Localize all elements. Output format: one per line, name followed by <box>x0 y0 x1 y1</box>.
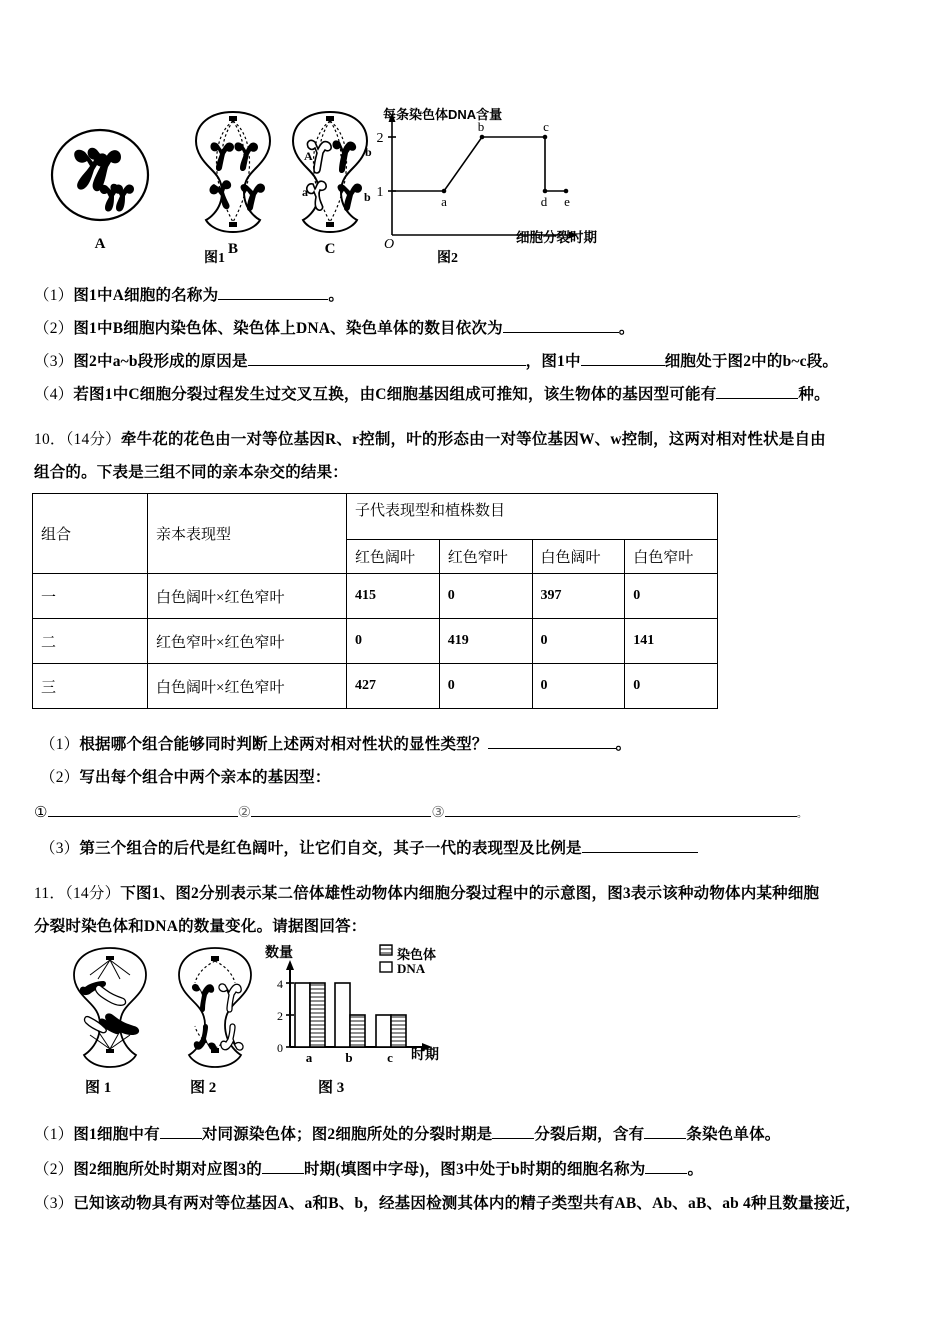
figure2-caption: 图2 <box>437 251 458 266</box>
q9-item-1-no: （1） <box>34 287 74 304</box>
row3-combo: 三 <box>33 664 148 709</box>
th-red-broad: 红色阔叶 <box>347 540 440 574</box>
cell-diagram-a <box>45 120 155 252</box>
q9-item-1 <box>34 285 344 306</box>
row3-v4: 0 <box>625 664 718 709</box>
svg-text:c: c <box>543 119 549 134</box>
row2-parent: 红色窄叶×红色窄叶 <box>148 619 347 664</box>
q11-stem-line1 <box>34 884 819 904</box>
row2-v4: 141 <box>625 619 718 664</box>
q11-item-1 <box>34 1124 780 1145</box>
q11-item-1-no: （1） <box>34 1126 74 1143</box>
cell-c-mark-a: a <box>302 185 308 199</box>
row1-v4: 0 <box>625 574 718 619</box>
svg-text:c: c <box>387 1050 393 1065</box>
row3-parent: 白色阔叶×红色窄叶 <box>148 664 347 709</box>
bar-chart-ylabel: 数量 <box>265 944 293 960</box>
table-row <box>33 574 718 619</box>
figure-caption-2: 图 2 <box>190 1080 217 1096</box>
cell-c-mark-b1: b <box>365 145 372 159</box>
q11-item-1-text-b: 对同源染色体；图2细胞所处的分裂时期是 <box>201 1126 493 1143</box>
svg-text:b: b <box>477 119 485 134</box>
q10-item-2-no: （2） <box>40 769 80 786</box>
svg-text:2: 2 <box>376 131 384 146</box>
th-offspring-group: 子代表现型和植株数目 <box>347 494 718 540</box>
q10-stem-text1: 牵牛花的花色由一对等位基因R、r控制，叶的形态由一对等位基因W、w控制，这两对相对性状是自由 <box>120 431 826 448</box>
row3-v2: 0 <box>439 664 532 709</box>
q11-item-2-text-c: 。 <box>687 1161 704 1178</box>
table-row <box>33 619 718 664</box>
figure-caption-1: 图 1 <box>85 1080 112 1096</box>
th-white-broad: 白色阔叶 <box>532 540 625 574</box>
q9-item-1-text: 图1中A细胞的名称为 <box>73 287 219 304</box>
svg-text:C: C <box>324 241 336 257</box>
row1-v2: 0 <box>439 574 532 619</box>
meiosis-cell-figure-2 <box>163 945 268 1070</box>
q11-number: 11． <box>34 885 66 902</box>
row3-v3: 0 <box>532 664 625 709</box>
svg-text:b: b <box>345 1050 353 1065</box>
circled-2: ② <box>237 805 252 821</box>
q10-item-1-period: 。 <box>615 736 632 753</box>
q10-item-1-blank[interactable] <box>488 734 616 749</box>
row2-v1: 0 <box>347 619 440 664</box>
q9-item-4 <box>34 384 830 405</box>
svg-text:a: a <box>441 194 447 209</box>
th-parent-phenotype: 亲本表现型 <box>148 494 347 574</box>
row2-v2: 419 <box>439 619 532 664</box>
q9-item-3-text-a: 图2中a~b段形成的原因是 <box>73 353 248 370</box>
row1-v1: 415 <box>347 574 440 619</box>
svg-text:A: A <box>94 236 106 252</box>
q10-number: 10． <box>34 431 66 448</box>
q11-item-1-blank-2[interactable] <box>492 1124 534 1139</box>
q11-item-2-text-b: 时期(填图中字母)，图3中处于b时期的细胞名称为 <box>303 1161 646 1178</box>
q11-stem-text1: 下图1、图2分别表示某二倍体雄性动物体内细胞分裂过程中的示意图，图3表示该种动物体内某种细胞 <box>120 885 820 902</box>
q9-item-3-text-b: ，图1中 <box>525 353 581 370</box>
q11-stem-text2: 分裂时染色体和DNA的数量变化。请据图回答： <box>34 918 367 935</box>
q10-item-3-blank[interactable] <box>582 838 698 853</box>
q9-item-4-text-a: 若图1中C细胞分裂过程发生过交叉互换，由C细胞基因组成可推知，该生物体的基因型可能有 <box>73 386 717 403</box>
svg-text:1: 1 <box>376 185 384 200</box>
svg-text:O: O <box>384 237 395 252</box>
dna-chart-xlabel: 细胞分裂时期 <box>516 230 597 245</box>
row2-combo: 二 <box>33 619 148 664</box>
circled-3: ③ <box>431 805 445 821</box>
dna-chart-ylabel: 每条染色体DNA含量 <box>383 107 503 122</box>
q10-stem-line1 <box>34 430 826 450</box>
q11-item-1-text-a: 图1细胞中有 <box>73 1126 160 1143</box>
q10-stem-text2: 组合的。下表是三组不同的亲本杂交的结果： <box>34 464 349 481</box>
q11-item-1-blank-3[interactable] <box>644 1124 686 1139</box>
figure-zone-top <box>0 95 950 275</box>
figure1-caption: 图1 <box>204 251 225 266</box>
svg-text:4: 4 <box>277 977 283 991</box>
row1-combo: 一 <box>33 574 148 619</box>
q9-item-4-blank[interactable] <box>716 384 798 399</box>
svg-text:2: 2 <box>277 1009 283 1023</box>
q9-item-4-text-b: 种。 <box>798 386 830 403</box>
q11-score: （14分） <box>65 885 121 902</box>
q9-item-3-no: （3） <box>34 353 74 370</box>
q11-item-2-blank-2[interactable] <box>645 1159 687 1174</box>
svg-text:B: B <box>227 241 239 257</box>
q9-item-2-text: 图1中B细胞内染色体、染色体上DNA、染色单体的数目依次为 <box>73 320 503 337</box>
svg-text:0: 0 <box>277 1041 283 1055</box>
bar-chart-legend-chromosome: 染色体 <box>397 947 437 962</box>
q10-genotype-blank-1[interactable] <box>48 802 238 817</box>
q9-item-3-blank-2[interactable] <box>581 351 665 366</box>
q10-genotype-blank-3[interactable] <box>445 802 797 817</box>
q10-item-1 <box>40 734 631 755</box>
th-combination: 组合 <box>33 494 148 574</box>
q9-item-4-no: （4） <box>34 386 74 403</box>
q10-item-1-no: （1） <box>40 736 80 753</box>
q9-item-3-blank-1[interactable] <box>248 351 526 366</box>
circled-1: ① <box>34 805 48 821</box>
q10-item-1-text: 根据哪个组合能够同时判断上述两对相对性状的显性类型？ <box>79 736 488 753</box>
cell-c-mark-b2: b <box>364 190 371 204</box>
table-row <box>33 664 718 709</box>
bar-chart-xlabel: 时期 <box>411 1046 439 1062</box>
table-header-row <box>33 494 718 540</box>
q9-item-2-period: 。 <box>618 320 635 337</box>
q10-answer-blank-line <box>34 802 807 825</box>
q9-item-3 <box>34 351 838 372</box>
q11-item-2 <box>34 1159 703 1180</box>
q11-item-3 <box>34 1194 861 1214</box>
bar-chart-legend-dna: DNA <box>397 961 426 976</box>
th-white-narrow: 白色窄叶 <box>625 540 718 574</box>
q11-item-1-text-c: 分裂后期，含有 <box>534 1126 645 1143</box>
q11-item-3-no: （3） <box>34 1195 74 1212</box>
q9-item-3-text-c: 细胞处于图2中的b~c段。 <box>664 353 839 370</box>
cross-results-table <box>32 493 718 709</box>
th-red-narrow: 红色窄叶 <box>439 540 532 574</box>
q10-score: （14分） <box>65 431 121 448</box>
q11-item-2-no: （2） <box>34 1161 74 1178</box>
q11-item-2-text-a: 图2细胞所处时期对应图3的 <box>73 1161 262 1178</box>
q10-stem-line2 <box>34 463 348 483</box>
q9-item-2-blank[interactable] <box>503 318 619 333</box>
q10-genotype-blank-2[interactable] <box>251 802 431 817</box>
q9-item-1-blank[interactable] <box>218 285 328 300</box>
q10-item-3-no: （3） <box>40 840 80 857</box>
svg-text:e: e <box>564 194 570 209</box>
q11-stem-line2 <box>34 917 366 937</box>
q11-item-3-text: 已知该动物具有两对等位基因A、a和B、b，经基因检测其体内的精子类型共有AB、Ab、aB、ab 4种且数量接近， <box>73 1195 861 1212</box>
q11-item-1-text-d: 条染色单体。 <box>686 1126 781 1143</box>
q11-item-1-blank-1[interactable] <box>160 1124 202 1139</box>
q9-item-2-no: （2） <box>34 320 74 337</box>
cell-c-mark-A: A <box>304 149 313 163</box>
q10-item-2-text: 写出每个组合中两个亲本的基因型： <box>79 769 331 786</box>
mitosis-cell-figure-1 <box>58 945 163 1070</box>
q10-blank-line-end: 。 <box>796 809 808 820</box>
q10-item-3-text: 第三个组合的后代是红色阔叶，让它们自交，其子一代的表现型及比例是 <box>79 840 582 857</box>
row1-parent: 白色阔叶×红色窄叶 <box>148 574 347 619</box>
svg-text:a: a <box>305 1050 313 1065</box>
q10-item-3 <box>40 838 698 859</box>
q11-item-2-blank-1[interactable] <box>262 1159 304 1174</box>
q9-item-2 <box>34 318 635 339</box>
svg-text:d: d <box>540 194 548 209</box>
row1-v3: 397 <box>532 574 625 619</box>
figure-zone-bottom <box>0 940 950 1100</box>
q10-item-2 <box>40 768 331 788</box>
figure-caption-3: 图 3 <box>318 1080 345 1096</box>
q9-item-1-period: 。 <box>328 287 345 304</box>
row3-v1: 427 <box>347 664 440 709</box>
row2-v3: 0 <box>532 619 625 664</box>
